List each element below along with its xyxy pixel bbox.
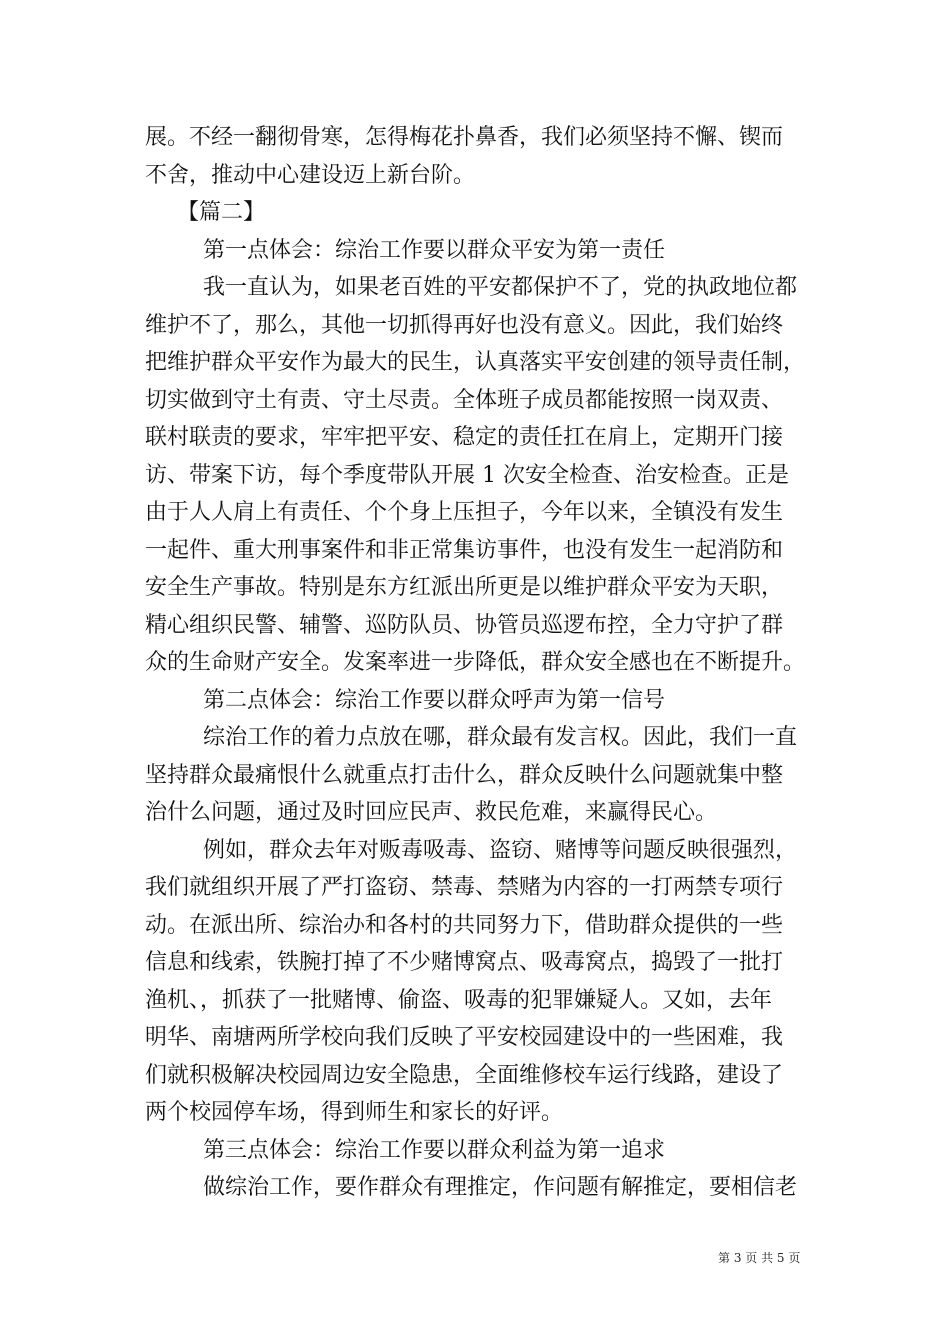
text-line: 访、带案下访，每个季度带队开展 1 次安全检查、治安检查。正是 (145, 462, 789, 488)
text-line: 把维护群众平安作为最大的民生，认真落实平安创建的领导责任制， (145, 350, 806, 375)
text-line: 维护不了，那么，其他一切抓得再好也没有意义。因此，我们始终 (145, 312, 784, 338)
text-line: 展。不经一翻彻骨寒，怎得梅花扑鼻香，我们必须坚持不懈、锲而 (145, 125, 784, 150)
text-line: 我们就组织开展了严打盗窃、禁毒、禁赌为内容的一打两禁专项行 (145, 875, 784, 900)
paragraph-start: 例如，群众去年对贩毒吸毒、盗窃、赌博等问题反映很强烈， (203, 837, 798, 863)
document-body (145, 119, 810, 1207)
text-line: 安全生产事故。特别是东方红派出所更是以维护群众平安为天职， (145, 575, 784, 600)
page-number-label: 第 3 页 共 5 页 (718, 1251, 801, 1265)
text-line: 治什么问题，通过及时回应民声、救民危难，来赢得民心。 (145, 800, 718, 825)
section-tag: 【篇二】 (177, 200, 266, 225)
text-line: 动。在派出所、综治办和各村的共同努力下，借助群众提供的一些 (145, 912, 784, 938)
text-line: 不舍，推动中心建设迈上新台阶。 (145, 162, 476, 188)
paragraph-start: 我一直认为，如果老百姓的平安都保护不了，党的执政地位都 (203, 275, 798, 300)
text-line: 精心组织民警、辅警、巡防队员、协管员巡逻布控，全力守护了群 (145, 612, 784, 638)
paragraph-start: 综治工作的着力点放在哪，群众最有发言权。因此，我们一直 (203, 725, 798, 750)
text-line: 两个校园停车场，得到师生和家长的好评。 (145, 1100, 564, 1125)
text-line: 们就积极解决校园周边安全隐患，全面维修校车运行线路，建设了 (145, 1062, 784, 1088)
section-heading: 第三点体会：综治工作要以群众利益为第一追求 (203, 1137, 666, 1163)
section-heading: 第一点体会：综治工作要以群众平安为第一责任 (203, 237, 666, 263)
paragraph-start: 做综治工作，要作群众有理推定，作问题有解推定，要相信老 (203, 1175, 798, 1200)
text-line: 联村联责的要求，牢牢把平安、稳定的责任扛在肩上，定期开门接 (145, 425, 784, 450)
text-line: 切实做到守土有责、守土尽责。全体班子成员都能按照一岗双责、 (145, 387, 784, 413)
text-line: 明华、南塘两所学校向我们反映了平安校园建设中的一些困难，我 (145, 1025, 784, 1050)
text-line: 信息和线索，铁腕打掉了不少赌博窝点、吸毒窝点，捣毁了一批打 (145, 950, 784, 975)
text-line: 一起件、重大刑事案件和非正常集访事件，也没有发生一起消防和 (145, 537, 784, 563)
text-line: 坚持群众最痛恨什么就重点打击什么，群众反映什么问题就集中整 (145, 762, 784, 788)
text-line: 众的生命财产安全。发案率进一步降低，群众安全感也在不断提升。 (145, 650, 806, 675)
page-footer (718, 1249, 800, 1266)
text-line: 渔机、，抓获了一批赌博、偷盗、吸毒的犯罪嫌疑人。又如，去年 (145, 987, 773, 1013)
text-line: 由于人人肩上有责任、个个身上压担子，今年以来，全镇没有发生 (145, 500, 784, 525)
section-heading: 第二点体会：综治工作要以群众呼声为第一信号 (203, 687, 666, 713)
